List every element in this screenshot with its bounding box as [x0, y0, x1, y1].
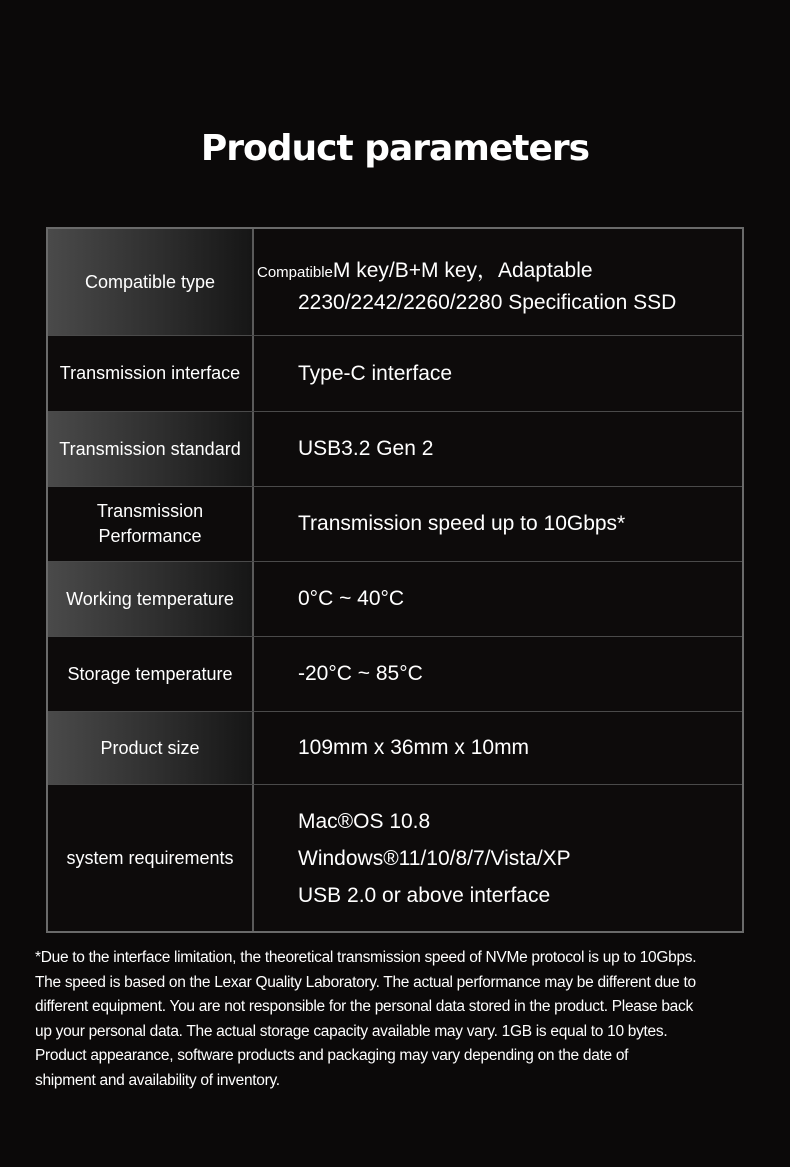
- compatible-value-line1: [257, 254, 593, 284]
- table-row-transmission-interface: [48, 336, 742, 412]
- page-title: Product parameters: [200, 128, 590, 169]
- footnote-line: up your personal data. The actual storage capacity available may vary. 1GB is equal to 10 bytes.: [35, 1022, 668, 1040]
- row-label: Compatible type: [48, 229, 254, 335]
- row-value: Transmission speed up to 10Gbps*: [298, 512, 626, 535]
- table-row-system-requirements: [48, 785, 742, 931]
- requirement-os-windows: Windows®11/10/8/7/Vista/XP: [298, 846, 571, 870]
- row-value: 109mm x 36mm x 10mm: [298, 736, 530, 759]
- footnote-line: shipment and availability of inventory.: [35, 1071, 280, 1089]
- row-label: Storage temperature: [48, 637, 254, 711]
- row-label-line2: Performance: [98, 526, 202, 546]
- row-value: 0°C ~ 40°C: [298, 587, 405, 610]
- compatible-value-line2: 2230/2242/2260/2280 Specification SSD: [298, 291, 677, 314]
- row-value: [254, 785, 742, 931]
- footnote-line: The speed is based on the Lexar Quality Laboratory. The actual performance may be different due to: [35, 973, 696, 991]
- row-label: system requirements: [48, 785, 254, 931]
- compatible-keys: M key/B+M key，Adaptable: [332, 259, 593, 282]
- row-label: Product size: [48, 712, 254, 784]
- table-row-product-size: [48, 712, 742, 785]
- requirement-os-mac: Mac®OS 10.8: [298, 809, 431, 833]
- row-label: Transmission interface: [48, 336, 254, 411]
- row-label: [48, 487, 254, 561]
- table-row-storage-temperature: [48, 637, 742, 712]
- footnote-line: different equipment. You are not responsible for the personal data stored in the product. Please back: [35, 998, 693, 1016]
- compatible-prefix: Compatible: [257, 264, 333, 281]
- row-value: -20°C ~ 85°C: [298, 662, 423, 685]
- spec-table: [46, 227, 744, 933]
- disclaimer-footnote: [35, 946, 765, 1094]
- table-row-working-temperature: [48, 562, 742, 637]
- row-value: Type-C interface: [298, 361, 453, 385]
- row-label: Transmission standard: [48, 412, 254, 486]
- footnote-line: Product appearance, software products and packaging may vary depending on the date of: [35, 1047, 629, 1065]
- table-row-compatible-type: [48, 229, 742, 336]
- table-row-transmission-performance: [48, 487, 742, 562]
- row-value: USB3.2 Gen 2: [298, 437, 434, 460]
- row-label: Working temperature: [48, 562, 254, 636]
- requirement-usb: USB 2.0 or above interface: [298, 883, 551, 907]
- footnote-line: *Due to the interface limitation, the theoretical transmission speed of NVMe protocol is up to 10Gbps.: [35, 949, 697, 966]
- row-label-line1: Transmission: [96, 501, 204, 521]
- table-row-transmission-standard: [48, 412, 742, 487]
